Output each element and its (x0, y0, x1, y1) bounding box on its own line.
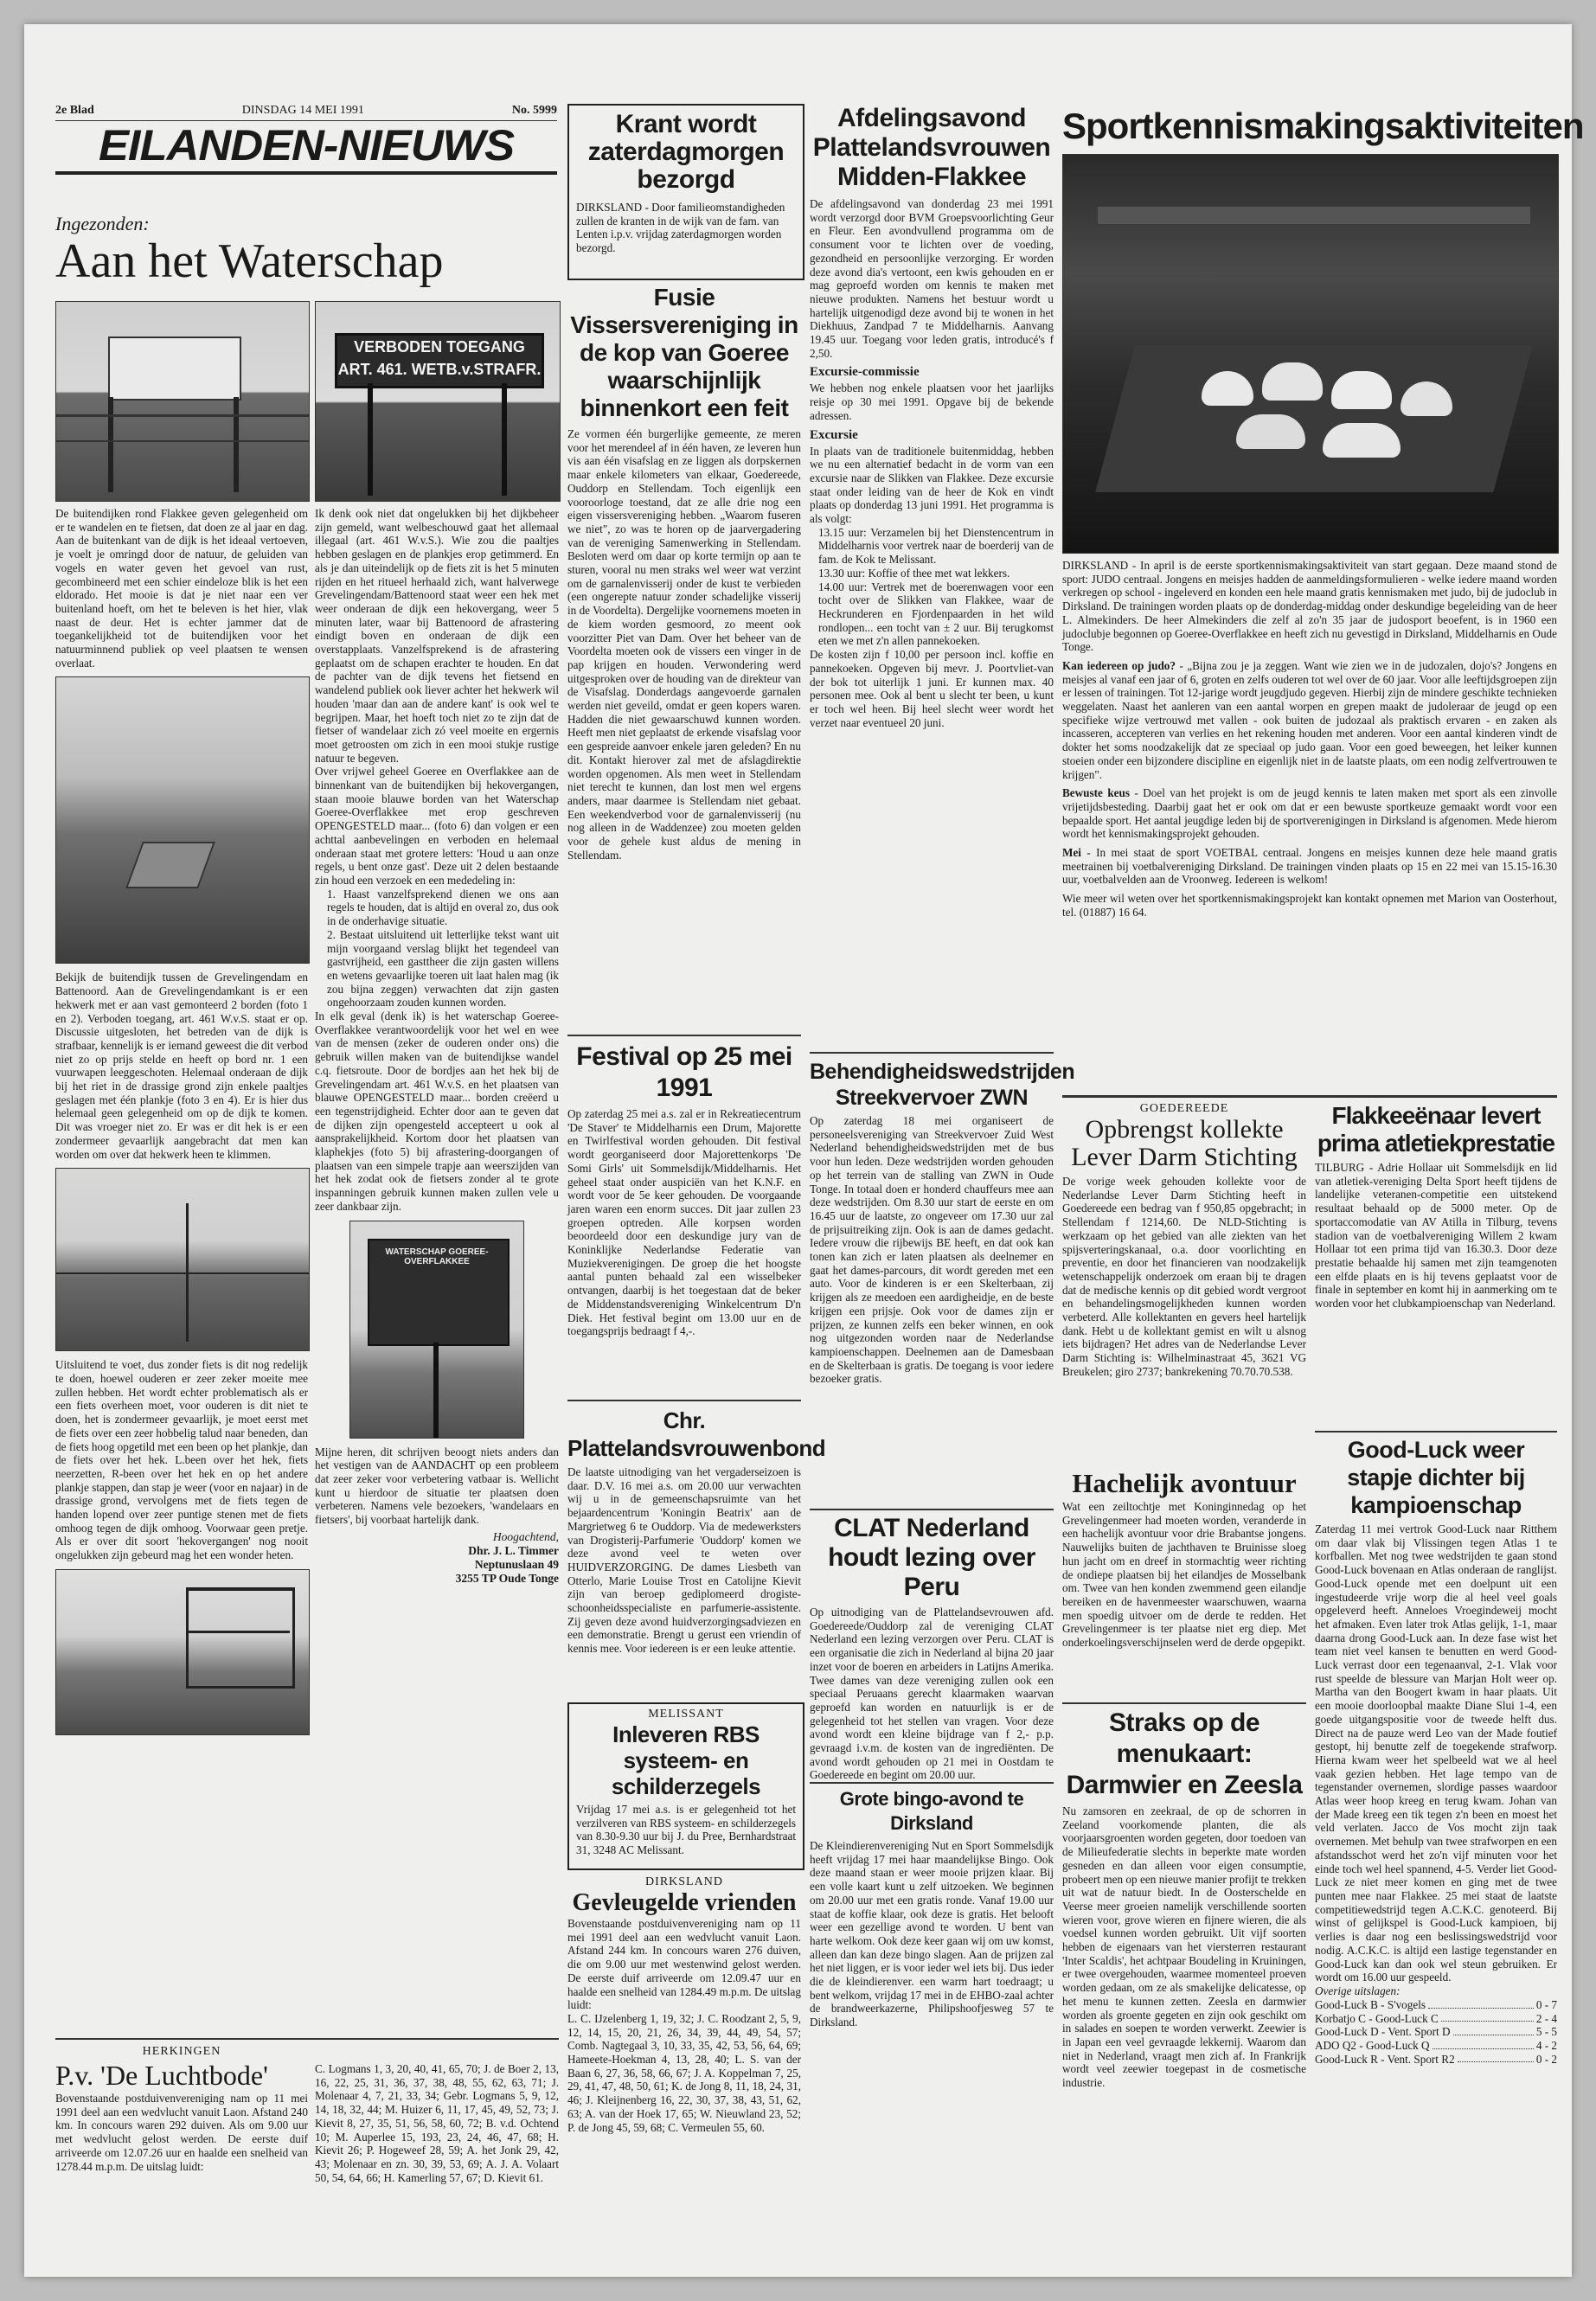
result-match: Good-Luck R - Vent. Sport R2 (1315, 2052, 1455, 2066)
waterschap-paragraph: Uitsluitend te voet, dus zonder fiets is dit nog redelijk te doen, hoewel ouderen er zeer zeker moeite mee zullen hebben. Het wordt echter problematisch als er een fiets overheen moet, voor ouderen is dit niet te doen, het is zondermeer gevaarlijk, je moet eerst met de fiets over een zeer hobbelig talud naar beneden, dan de fiets hoog opgetild met een been op het plankje, dan de fiets over het hek. L.been over het hek, fiets neerzetten, R-been over het hek en op het andere plankje stappen, dan stap je weer (voor en najaar) in de drassige grond, vervolgens met de fiets tegen de handen lopend over zeer puntige stenen met de fiets omhoog tegen de dijk omhoog. Voorwaar geen pretje. Als er over dit soort 'hekovergangen' nog nooit ongelukken zijn gebeurd mag het een wonder heten. (55, 1358, 308, 1562)
article-darmwier (1062, 1708, 1306, 2254)
article-plattelandsvrouwenbond (567, 1407, 826, 1701)
waterschap-paragraph: Bekijk de buitendijk tussen de Grevelingendam en Battenoord. Aan de Grevelingendamkant is er een hekwerk met er aan vast gemonteerd 2 borden (foto 1 en 2). Verboden toegang, art. 461 W.v.S. staat er op. Discussie uitgesloten, het betreden van de dijk is strafbaar, kennelijk is er iemand geweest die dit verbod niet zo op prijs stelde en heeft op bord nr. 1 een vuurwapen leeggeschoten. Helemaal onderaan de dijk bij het riet in de drassige grond zijn enkele paaltjes geslagen met één plankje (foto 3 en 4). Er is hier dus helemaal geen gelegenheid om op de dijk te komen. Dit was vroeger niet zo. Er was er dit hek is er een zondermeer gevaarlijk aangebracht dat men kan worden om over dat hekwerk heen te klimmen. (55, 971, 308, 1161)
bingo-title: Grote bingo-avond te Dirksland (839, 1788, 1024, 1834)
gevleugelde-title: Gevleugelde vrienden (572, 1889, 797, 1916)
atletiek-body: TILBURG - Adrie Hollaar uit Sommelsdijk en lid van atletiek-vereniging Delta Sport heeft tijdens de landelijke veteranen-competitie een uitstekend resultaat behaald op de 5000 meter. Op de sportaccomodatie van AV Atilla in Tilburg, tevens stadion van de voetbalvereniging Willem 2 kwam Hollaar tot een prima tijd van 16.30.3. Door deze prestatie behaalde hij samen met zijn teamgenoten een elfde plaats en is hij tevens geplaatst voor de finale in september en komt hij in aanmerking om te worden voor het clubkampioenschap van Nederland. (1315, 1161, 1557, 1311)
article-darm (1062, 1102, 1306, 1465)
photo-fence-gate (55, 1569, 310, 1735)
article-afdelingsavond (810, 104, 1054, 1073)
divider (1315, 1431, 1557, 1433)
bond-title: Chr. Plattelandsvrouwenbond (567, 1407, 826, 1461)
sport-header (1062, 104, 1584, 156)
photo-judo-class (1062, 154, 1559, 554)
atletiek-title: Flakkeeënaar levert prima atletiekprestatie (1317, 1102, 1555, 1157)
issue-number: No. 5999 (511, 104, 557, 117)
result-match: Good-Luck D - Vent. Sport D (1315, 2025, 1451, 2039)
program-item: 14.00 uur: Vertrek met de boerenwagen voor een tocht over de Slikken van Flakkee, waar de Heckrunderen en Fjordenpaarden in het wild rondlopen... een tocht van ± 2 uur. Bij terugkomst eten we met z'n allen pannekoeken. (818, 580, 1054, 648)
photo-dike-fence (55, 1168, 310, 1351)
festival-title: Festival op 25 mei 1991 (576, 1042, 792, 1102)
photo-verboden-toegang-sign (315, 301, 561, 502)
newspaper-page (24, 24, 1584, 2277)
afdelingsavond-sub1: Excursie-commissie (810, 365, 920, 380)
sign-waterschap: WATERSCHAP GOEREE-OVERFLAKKEE (385, 1247, 489, 1266)
result-score: 0 - 7 (1535, 1997, 1557, 2011)
result-row (1315, 2053, 1557, 2067)
darm-kicker: GOEDEREEDE (1139, 1102, 1229, 1115)
darm-title: Opbrengst kollekte Lever Darm Stichting (1071, 1115, 1298, 1171)
luchtbode-title: P.v. 'De Luchtbode' (55, 2060, 268, 2091)
sport-p3: - Doel van het projekt is om de jeugd kennis te laten maken met sport als een zinvolle vrijetijdsbesteding. Daarbij gaat het er ook om dat er een bewuste sportkeuze gemaakt wordt voor een bepaalde sport. Het aantal jeugdige leden bij de sportverenigingen in Dirksland is afgenomen. Mede hierom wordt het kennismakingsprojekt gehouden. (1062, 786, 1558, 841)
article-festival (567, 1042, 801, 1405)
avontuur-body: Wat een zeiltochtje met Koninginnedag op het Grevelingenmeer had moeten worden, veranderde in een hachelijk avontuur voor drie Brabantse jongens. Nauwelijks buiten de jachthaven te Bruinisse sloeg hun jacht om en dreef in stormachtig weer richting de ondiepe plaatsen bij het eilandjes de Mosselbank om. Twee van hen konden zwemmend geen eilandje bereiken en de havenmeester waarschuwen, waarna men spoedig uitvoer om de derde te redden. Het Grevelingenmeer is ter plaatse niet erg diep. Met onderkoelingsverschijnselen werd de derde opgepikt. (1062, 1500, 1306, 1650)
sport-p1: DIRKSLAND - In april is de eerste sportkennismakingsaktiviteit van start gegaan. Deze maand stond de sport: JUDO centraal. Jongens en meisjes hadden de aanmeldingsformulieren - welke iedere maand worden verkregen op school - ingeleverd en konden een hele maand gratis kennismaken met judo, bij de judoclub in Dirksland. De trainingen worden plaats op de donderdag-middag onder deskundige begeleiding van de heer L. Almekinders. De heer Almekinders die zelf al zo'n 35 jaar de judosport beoefent, is in 1960 een judoclubje begonnen op Goeree-Overflakkee en heeft zich nu gevestigd in Dirksland, Middelharnis en Oude Tonge. (1062, 559, 1558, 654)
result-row (1315, 2025, 1557, 2039)
divider (1062, 1095, 1557, 1098)
krant-title: Krant wordt zaterdagmorgen bezorgd (587, 110, 785, 194)
signature-street: Neptunuslaan 49 (474, 1557, 559, 1571)
sport-p4-lead: Mei (1062, 846, 1081, 860)
afdelingsavond-end: De kosten zijn f 10,00 per persoon incl. koffie en pannekoeken. Opgeven bij mevr. J. Poortvliet-van der bok tot uiterlijk 1 juni. Er kunnen max. 40 personen mee. Ook al bent u slecht ter been, u kunt er toch wel heen. Bij heel slecht weer wordt het verzet naar eventueel 20 juni. (810, 648, 1054, 729)
article-atletiek (1315, 1102, 1557, 1431)
article-avontuur (1062, 1467, 1306, 1701)
krant-body: DIRKSLAND - Door familieomstandigheden zullen de kranten in de wijk van de fam. van Lenten i.p.v. vrijdag zaterdagmorgen worden bezorgd. (576, 201, 785, 255)
article-rbs (567, 1702, 804, 1870)
photo-fence-signs (55, 301, 310, 502)
result-match: ADO Q2 - Good-Luck Q (1315, 2039, 1430, 2053)
result-dots (1458, 2053, 1534, 2063)
waterschap-title: Aan het Waterschap (55, 234, 444, 288)
afdelingsavond-body: De afdelingsavond van donderdag 23 mei 1991 wordt verzorgd door BVM Groepsvoorlichting Geur en Fleur. Een avondvullend programma om de consument voor te lichten over de voeding, gezondheid en persoonlijke verzorging. Er worden deze avond dia's vertoont, een kwis gehouden en er mag geproefd worden om kennis te maken met nieuwe produkten. Namens het bestuur wordt u hartelijk uitgenodigd deze avond bij te wonen in het Diekhuus, Zandpad 7 te Middelharnis. Aanvang 19.45 uur. Toegang voor leden gratis, introducé's f 2,50. (810, 197, 1054, 360)
goodluck-results-label: Overige uitslagen: (1315, 1984, 1401, 1997)
result-row (1315, 2012, 1557, 2026)
goodluck-results (1315, 1998, 1557, 2067)
divider (567, 1035, 801, 1036)
behendigheid-body: Op zaterdag 18 mei organiseert de personeelsvereniging van Streekvervoer Zuid West Nederland behendigheidswedstrijden met de bus voor hun leden. Deze wedstrijden worden gehouden op het terrein van de stalling van ZWN in Oude Tonge. In totaal doen er honderd chauffeurs mee aan deze wedstrijden. Om 8.30 uur start de eerste en om 16.45 uur de laatste, zo ongeveer om 17.30 uur zal de prijsuitreiking zijn. Ook is aan de dames gedacht. Iedere vrouw die rijbewijs BE heeft, en dat ook kan tonen kan zich er laten plaatsen als deelnemer en gaat het dames-parcours, dit wordt gereden met een auto. Voor de kinderen is er een Skelterbaan, zij krijgen als ze meedoen een aardigheidje, en de beste krijgen een prijsje. Ook voor de dames zijn er prijzen, ze kunnen zelfs een beker winnen, en ook nog uitgezonden worden naar de Nederlandse kampioenschappen. Deelnemen aan de Damesbaan en de Skelterbaan is gratis. De toegang is voor iedere bezoeker gratis. (810, 1114, 1054, 1386)
article-sport (1062, 559, 1557, 1095)
gevleugelde-body: Bovenstaande postduivenvereniging nam op 11 mei 1991 deel aan een wedvlucht vanuit Laon. Afstand 244 km. In concours waren 276 duiven, die om 9.00 uur met westenwind gelost werden. De eerste duif arriveerde om 12.09.47 uur en haalde een snelheid van 1284.49 m.p.m. De uitslag luidt: (567, 1917, 801, 2012)
clat-title: CLAT Nederland houdt lezing over Peru (828, 1514, 1035, 1601)
bingo-body: De Kleindierenvereniging Nut en Sport Sommelsdijk heeft vrijdag 17 mei haar maandelijkse Bingo. Ook deze maand staan er weer mooie prijzen klaar. Bij een volle kaart kunt u zelf uitzoeken. We beginnen om 20.00 uur met een gratis ronde. Vanaf 19.00 uur staat de koffie klaar, ook deze is gratis. Het belooft weer een gezellige avond te worden. U bent van harte welkom. Ook deze keer gaan wij om uw komst, alleen dan kan deze bingo slagen. Aan de prijzen zal het niet liggen, er is voor ieder wel iets bij. Dus ieder die de kleindierenver. een warm hart toedraagt; u bent welkom, vrijdag 17 mei in de EHBO-zaal achter de brandweerkazerne, Philipshoofjesweg 57 te Dirksland. (810, 1839, 1054, 2029)
signature-name: Dhr. J. L. Timmer (468, 1543, 559, 1557)
divider (810, 1052, 1054, 1054)
gevleugelde-kicker: DIRKSLAND (645, 1875, 723, 1888)
waterschap-paragraph: Ik denk ook niet dat ongelukken bij het dijkbeheer zijn gemeld, want welbeschouwd gaat het allemaal illegaal (art. 461 W.v.S.). Wie zou die paaltjes hebben geslagen en de plankjes erop getimmerd. En als je dan uiteindelijk op de fiets zit is het 5 minuten rijden en het ritueel herhaald zich, want halverwege Grevelingendam/Battenoord staat weer een hek met weer onderaan de dijk een hekovergang, weer 5 minuten later, waar bij Battenoord de afrastering eindigt boven en onderaan de dijk een overstapplaats. Vanzelfsprekend is de afrastering geplaatst om de schapen erachter te houden. En dat de pachter van de dijk tevens het fietsend en wandelend publiek ook liever achter het hekwerk wil houden 'maar dan aan de andere kant' is ook wel te begrijpen. Maar, het hoeft toch niet zo te zijn dat de fietser of wandelaar zich zó veel moeite en ergernis moet getroosten om zich in een mooi stukje rustige natuur te begeven. (315, 507, 559, 765)
darmwier-body: Nu zamsoren en zeekraal, de op de schorren in Zeeland voorkomende planten, die als voorjaarsgroenten worden gegeten, door toedoen van de Milieufederatie slechts in beperkte mate worden gesneden en dan alleen voor eigen consumptie, probeert men op een nieuwe manier profijt te trekken uit wat de natuur biedt. In de Oosterschelde en Veerse meer groeien namelijk verschillende soorten wieren voor, grove wieren en fijnere wieren, die als voedsel kunnen worden gebruikt. Uit vijf soorten hebben de eigenaars van het viersterren restaurant 'Inter Scaldis', het achtpaar Boudeling in Kruiningen, er twee overgehouden, waarmee momenteel proeven worden gedaan, om ze als smakelijke delicatesse, op het menu te kunnen zetten. Zeesla en darmwier worden als groente gegeten en zijn ook geschikt om in salades en soepen te worden verwerkt. Zeewier is in Japan een veel gevraagde lekkernij. Waarom dan niet in Nederland, vraagt men zich af. In Frankrijk wordt veel zeewier toegepast in de cosmetische industrie. (1062, 1804, 1306, 2090)
waterschap-header (55, 206, 557, 292)
avontuur-title: Hachelijk avontuur (1072, 1468, 1297, 1498)
photo-opengesteld-sign (349, 1221, 524, 1439)
article-bingo (810, 1787, 1054, 2254)
waterschap-paragraph: In elk geval (denk ik) is het waterschap Goeree-Overflakkee verantwoordelijk voor het wel en wee van de mensen (zeker de ouderen onder ons) die gebruik willen maken van de buitendijkse wandel c.q. fietsroute. Door de bordjes aan het hek bij de Grevelingendam art. 461 W.v.S. en het plaatsen van blauwe OPENGESTELD maar... borden creëerd u een tegenstrijdigheid. Echter door aan te geven dat de dijken zijn opengesteld accepteert u ook al aansprakelijkheid. Kortom door het plaatsen van klaphekjes (foto 5) bij afrastering-doorgangen of plaatsen van een simpele trapje aan weerszijden van het hek zodat ook de fietsers zonder al te grote inspanningen gebruik kunnen maken zullen vele u zeer dankbaar zijn. (315, 1009, 559, 1213)
result-score: 2 - 4 (1535, 2011, 1557, 2025)
result-score: 4 - 2 (1535, 2039, 1557, 2053)
divider (810, 1782, 1054, 1784)
masthead-title: EILANDEN-NIEUWS (98, 121, 515, 170)
waterschap-col1 (55, 507, 308, 2029)
result-row (1315, 1998, 1557, 2012)
divider (1062, 1702, 1306, 1704)
photo-reed-path (55, 676, 310, 964)
afdelingsavond-title: Afdelingsavond Plattelandsvrouwen Midden-Flakkee (812, 104, 1051, 191)
afdelingsavond-sub2: Excursie (810, 427, 858, 442)
waterschap-kicker: Ingezonden: (55, 213, 150, 234)
sport-title: Sportkennismakingsaktiviteiten (1062, 106, 1584, 146)
article-fusie (567, 284, 801, 1036)
rbs-body: Vrijdag 17 mei a.s. is er gelegenheid tot het verzilveren van RBS systeem- en schilderzegels van 8.30-9.30 uur bij J. du Pree, Bernhardstraat 31, 3248 AC Melissant. (576, 1803, 796, 1857)
afdelingsavond-sub1-body: We hebben nog enkele plaatsen voor het jaarlijks reisje op 30 mei 1991. Opgave bij de bekende adressen. (810, 381, 1054, 422)
result-match: Korbatjo C - Good-Luck C (1315, 2011, 1439, 2025)
article-behendigheid (810, 1059, 1075, 1509)
program-item: 13.15 uur: Verzamelen bij het Dienstencentrum in Middelharnis voor vertrek naar de boerderij van de fam. de Kok te Melissant. (818, 525, 1054, 567)
sport-p2: - „Bijna zou je ja zeggen. Want wie zien we in de judozalen, dojo's? Jongens en meisjes al vanaf een jaar of 6, groten en zelfs ouderen tot wel over de 60 jaar. Voor alle leeftijdsgroepen zijn er lessen of trainingen. Tot 12-jarige wordt jeugdjudo gegeven. Hierbij zijn de mindere geschikte technieken weggelaten. Naast het aanleren van een aantal worpen en grepen maakt de judoleraar de jeugd op een specifieke wijze vertrouwd met vallen - ook buiten de judozaal als praktisch ervaren - en zaken als incasseren, accepteren van verlies en het rekening houden met anderen. Voor een aantal kinderen vindt de dokter het soms noodzakelijk dat ze speciaal op judo gaan. Voor een goed beweegen, het leiker kunnen stoeien onder een bijzondere discipline en eigenlijk niet in de laatste plaats, om een nodig zelfvertrouwen te krijgen". (1062, 658, 1557, 781)
rbs-title: Inleveren RBS systeem- en schilderzegels (611, 1721, 761, 1799)
behendigheid-title: Behendigheidswedstrijden Streekvervoer ZWN (810, 1060, 1075, 1110)
result-row (1315, 2039, 1557, 2053)
divider (567, 1400, 801, 1401)
clat-body: Op uitnodiging van de Plattelandsevrouwen afd. Goedereede/Ouddorp zal de vereniging CLAT Nederland een lezing verzorgen over Peru. CLAT is een organisatie die zich in Nederland al bijna 20 jaar inzet voor de boeren en arbeiders in Latijns Amerika. Twee dames van deze vereniging zullen ook een speciaal Peruaans gerecht klaarmaken waarvan geproefd kan worden en natuurlijk is er de gelegenheid tot het stellen van vragen. Voor deze avond wordt een kleine bijdrage van f 2,- p.p. gevraagd i.v.m. de kosten van de ingrediënten. De avond wordt gehouden op 21 mei in Oostdam te Goedereede en begint om 20.00 uur. (810, 1606, 1054, 1782)
fusie-title: Fusie Vissersvereniging in de kop van Goeree waarschijnlijk binnenkort een feit (570, 284, 798, 421)
divider (810, 1509, 1054, 1510)
waterschap-list-item: 2. Bestaat uitsluitend uit letterlijke tekst want uit mijn voorgaand verslag blijkt het tegendeel van gastvrijheid, een gasttheer die zijn gasten willens en wetens gevaarlijke toeren uit laat halen mag (ik zou bijna zeggen) verwachten dat zijn gasten ongehoorzaam zouden kunnen worden. (327, 927, 559, 1009)
program-item: 13.30 uur: Koffie of thee met wat lekkers. (818, 566, 1010, 580)
issue-date: DINSDAG 14 MEI 1991 (241, 104, 364, 117)
result-dots (1433, 2039, 1534, 2049)
bond-body: De laatste uitnodiging van het vergaderseizoen is daar. D.V. 16 mei a.s. om 20.00 uur verwachten wij u in de gemeenschapsruimte van het bejaardencentrum 'Koningin Beatrix' aan de Margrietweg 6 te Ouddorp. Via de medewerksters van Drogisterij-Parfumerie 'Ouddorp' komen we deze avond veel te weten over HUIDVERZORGING. De dames Liesbeth van Otterlo, Marie Louise Trost en Catolijne Kievit zijn van beroep gediplomeerd drogiste-schoonheidsspecialiste en parfumerie-assistente. Zij geven deze avond huidverzorgingsadviezen en een demonstratie. Brengt u gerust een vriendin of kennis mee. Voor iedereen is er een leuke attentie. (567, 1465, 801, 1656)
article-goodluck (1315, 1436, 1557, 2258)
masthead (55, 104, 557, 208)
result-dots (1441, 2012, 1534, 2022)
sport-p4: - In mei staat de sport VOETBAL centraal. Jongens en meisjes kunnen deze hele maand gratis meetrainen bij voetbalvereniging Dirksland. De trainingen vinden plaats op 15 en 22 mei van 15.15-16.30 uur, voetbalvelden aan de Vroonweg. Iedereen is welkom! (1062, 846, 1557, 887)
waterschap-paragraph: Mijne heren, dit schrijven beoogt niets anders dan het vestigen van de AANDACHT op een probleem dat zeer zeker voor verbetering vatbaar is. Wellicht kunt u hierdoor de situatie ter plaatsen doen verbeteren. Namens vele bezoekers, 'wandelaars en fietsers', bij voorbaat hartelijk dank. (315, 1445, 559, 1527)
sport-p3-lead: Bewuste keus (1062, 786, 1130, 800)
waterschap-paragraph: Over vrijwel geheel Goeree en Overflakkee aan de binnenkant van de buitendijken bij hekovergangen, staan mooie blauwe borden van het Waterschap Goeree-Overflakkee met erop geschreven OPENGESTELD maar... (foto 6) dan volgen er een achttal aanbevelingen en verboden en helemaal onderaan staat met grotere letters: 'Houd u aan onze regels, u bent onze gast'. Deze uit 2 delen bestaande zin houd een verzoek en een mededeling in: (315, 765, 559, 887)
luchtbode-results (315, 2062, 559, 2235)
divider (55, 2038, 559, 2040)
waterschap-col2 (315, 507, 559, 2029)
result-dots (1428, 1998, 1534, 2009)
waterschap-paragraph: De buitendijken rond Flakkee geven gelegenheid om er te wandelen en te fietsen, dat doen ze al jaar en dag. Aan de buitenkant van de dijk is het ideaal vertoeven, je voelt je omringd door de natuur, de geluiden van vogels en water geven het gevoel van rust, gecombineerd met een schier eindeloze blik is het een eldorado. Het mooie is dat je niet naar een ver buitenland hoeft, om het te beleven is het hier, vlak naast de deur. Het is echter jammer dat de toegankelijkheid tot de buitendijken voor het natuurminnend publiek op veel plaatsen te wensen overlaat. (55, 507, 308, 670)
darm-body: De vorige week gehouden kollekte voor de Nederlandse Lever Darm Stichting heeft in Goedereede een bedrag van f 950,85 opgebracht; in Stellendam f 1214,60. De NLD-Stichting is werkzaam op het gebied van alle ziekten van het spijsverteringskanaal, o.a. door voorlichting en preventie, en door het financieren van noodzakelijk wetenschappelijk onderzoek om eraan bij te dragen dat de medische kennis op dit gebied wordt vergroot en behandelingsmogelijkheden kunnen worden verbeterd. Alle kollektanten en gevers heel hartelijk dank. Hebt u de kollektant gemist en wilt u alsnog iets bijdragen? Het adres van de Nederlandse Lever Darm Stichting is: Wilhelminastraat 45, 3621 VG Breukelen; giro 2737; bankrekening 70.70.70.538. (1062, 1175, 1306, 1378)
waterschap-list-item: 1. Haast vanzelfsprekend dienen we ons aan regels te houden, dat is altijd en overal zo, dus ook in de onderhavige situatie. (327, 887, 559, 928)
luchtbode-results-text: C. Logmans 1, 3, 20, 40, 41, 65, 70; J. de Boer 2, 13, 16, 22, 25, 31, 36, 37, 38, 48, 55, 62, 63, 71; J. Molenaar 4, 7, 21, 33, 34; Gebr. Logmans 5, 9, 12, 14, 18, 32, 44; M. Huizer 6, 11, 17, 45, 49, 52, 73; J. Kievit 8, 27, 35, 51, 56, 58, 60, 72; B. v.d. Ochtend 10; M. Auperlee 15, 193, 23, 24, 46, 47, 68; H. Kievit 26; P. Hogeweef 28, 59; A. het Jonk 29, 42, 43; Molenaar en zn. 30, 39, 53, 69; A. J. A. Volaart 50, 54, 64, 66; H. Kamerling 57, 67; D. Kievit 61. (315, 2062, 559, 2184)
festival-body: Op zaterdag 25 mei a.s. zal er in Rekreatiecentrum 'De Staver' te Middelharnis een Drum, Majorette en Twirlfestival worden gehouden. Dit festival wordt georganiseerd door Majorettenkorps 'De Somi Girls' uit Sommelsdijk/Middelharnis. Het geheel staat onder auspiciën van het K.N.F. en wordt voor de 5e keer gehouden. De voorgaande jaren waren een enorm succes. Dit jaar zullen 23 groepen optreden. Alle korpsen worden beoordeeld door een deskundige jury van de Koninklijke Nederlandse Federatie van Muziekverenigingen. De groep die het hoogste aantal punten behaald zal een wisselbeker ontvangen, daarbij is het toegestaan dat de beker de Middenstandsvereniging Winkelcentrum D'n Diek. Het festival begint om 13.00 uur en de toegangsprijs bedraagt f 4,-. (567, 1107, 801, 1338)
result-dots (1453, 2025, 1534, 2035)
darmwier-title: Straks op de menukaart: Darmwier en Zeesla (1066, 1708, 1303, 1799)
result-score: 0 - 2 (1535, 2052, 1557, 2066)
luchtbode-body: Bovenstaande postduivenvereniging nam op 11 mei 1991 deel aan een wedvlucht vanuit Laon. Afstand 240 km. In concours waren 292 duiven. Als om 9.00 uur met wedvlucht gelost werden. De eerste duif arriveerde om 12.07.26 uur en haalde een snelheid van 1278.44 m.p.m. De uitslag luidt: (55, 2092, 308, 2173)
page-label: 2e Blad (55, 104, 94, 117)
article-luchtbode (55, 2045, 308, 2244)
sport-p2-lead: Kan iedereen op judo? (1062, 658, 1176, 672)
result-score: 5 - 5 (1535, 2025, 1557, 2039)
goodluck-body: Zaterdag 11 mei vertrok Good-Luck naar Ritthem om daar vlak bij Vlissingen tegen Atlas 1 te korfballen. Met nog twee wedstrijden te gaan stond Good-Luck bovenaan en Atlas onderaan de ranglijst. Good-Luck opende met een doelpunt uit een ingestudeerde vrije worp die al heel veel goals opgeleverd heeft. Anneloes Vroegindeweij mocht het afmaken. Even later trok Atlas gelijk, 1-1, maar daarna drong Good-Luck aan. In deze fase wist het team niet veel kansen te benutten en werd Good-Luck verrast door een tegenaanval, 2-1. Vlak voor rust speelde de blessure van Marjan Holt weer op. Martha van den Boogert kwam in haar plaats. Uit een mooie doorloopbal maakte Diane Slui 1-4, een goede uitgangspositie voor de tweede helft dus. Direct na de pauze werd Leo van der Made foutief gestopt, hij benutte zelf de toegekende strafworp. Hierna kwam weer het spelbeeld wat we al heel vaak gezien hebben. Het lage tempo van de tegenstander overnemen, slordige passes waardoor Atlas weer hoop kreeg en terug kwam. Johan van der Made kreeg een tik tegen z'n been en moest het veld verlaten. Jacco de Vos mocht zijn taak overnemen. Met behulp van twee strafworpen en een afstandsschot werd het zo'n vijf minuten voor het einde toch wel heel spannend, 4-5. Verder liet Good-Luck ze niet meer komen en ging met de twee punten mee naar Flakkee. 25 mei staat de laatste competitiewedstrijd tegen A.C.K.C. genoteerd. Bij winst of gelijkspel is Good-Luck kampioen, bij verlies is daar nog een beslissingswedstrijd voor nodig. A.C.K.C. is altijd een lastige tegenstander en Good-Luck kan dan ook wel steun gebruiken. Er wordt om 16.00 uur gespeeld. (1315, 1522, 1557, 1984)
rbs-kicker: MELISSANT (648, 1708, 724, 1721)
goodluck-title: Good-Luck weer stapje dichter bij kampioenschap (1347, 1437, 1525, 1518)
article-gevleugelde (567, 1875, 801, 2256)
sign-verboden-toegang: VERBODEN TOEGANG ART. 461. WETB.v.STRAFR. (335, 333, 544, 388)
sport-p5: Wie meer wil weten over het sportkennismakingsprojekt kan kontakt opnemen met Marion van Oosterhout, tel. (01887) 16 64. (1062, 892, 1557, 919)
closing: Hoogachtend, (492, 1529, 559, 1543)
fusie-body: Ze vormen één burgerlijke gemeente, ze meren voor het merendeel af in één haven, ze leveren hun vis aan één visafslag en ze liggen als dorpskernen maar enkele kilometers van elkaar, Goedereede, Ouddorp en Stellendam. Toch eigenlijk een vooroorloge toestand, dat ze alle drie nog een eigen vissersvereniging hebben. „Waarom fuseren we niet", zo was te horen op de jaarvergadering van de vereniging Samenwerking in Stellendam. Besloten werd om daar op korte termijn op aan te sturen, vooral nu men straks wel weer wat verzint om de garnalenvisserij onder de kust te verbieden (een ongerepte natuur zonder schadelijke visserij in de Voordelta). Dergelijke voornemens moeten in de kiem worden gesmoord, zo meent ook voorzitter Piet van Dam. Over het beheer van de Voordelta moeten ook de vissers een vinger in de pap krijgen en houden. Verwondering werd uitgesproken over de houding van de direkteur van de Visafslag. Donderdags aangevoerde garnalen werden niet geveild, omdat er geen kopers waren. Hadden die niet gewaarschuwd kunnen worden. Heeft men niet geplaatst de erkende visafslag voor een gespreide aanvoer enkele jaren geleden? En nu dit. Kontakt hierover zal met de afslagdirektie worden opgenomen. Als men weet in Stellendam niet terecht te kunnen, dan lost men wel ergens anders, maar daarmee is Stellendam niet gebaat. Een weekendverbod voor de garnalenvisserij (nu nog alleen in de Waddenzee) zou moeten gelden voor de gehele kust aldus de mening in Stellendam. (567, 427, 801, 862)
gevleugelde-results: L. C. IJzelenberg 1, 19, 32; J. C. Roodzant 2, 5, 9, 12, 14, 15, 20, 21, 26, 34, 39, 44, 49, 54, 57; Comb. Nagtegaal 3, 10, 33, 35, 42, 53, 56, 64, 69; Hameete-Hoekman 4, 13, 28, 40; L. S. van der Baan 6, 27, 36, 58, 66, 67; J. A. Koppelman 7, 25, 29, 41, 47, 48, 50, 61; K. de Jong 8, 11, 18, 24, 31, 46; J. Kleijnenberg 16, 22, 30, 37, 38, 43, 51, 62, 63; A. van der Hoek 17, 65; W. Nieuwland 23, 52; P. de Jong 45, 59, 68; C. Vermeulen 55, 60. (567, 2011, 801, 2134)
result-match: Good-Luck B - S'vogels (1315, 1997, 1426, 2011)
signature-city: 3255 TP Oude Tonge (455, 1571, 559, 1585)
article-clat (810, 1514, 1054, 1782)
luchtbode-kicker: HERKINGEN (142, 2045, 221, 2058)
article-krant (567, 104, 804, 280)
afdelingsavond-sub2-body: In plaats van de traditionele buitenmiddag, hebben we nu een alternatief bedacht in de vorm van een excursie naar de Slikken van Flakkee. Deze excursie staat onder leiding van de heer de Kok en vindt plaats op donderdag 13 juni 1991. Het programma is als volgt: (810, 444, 1054, 526)
